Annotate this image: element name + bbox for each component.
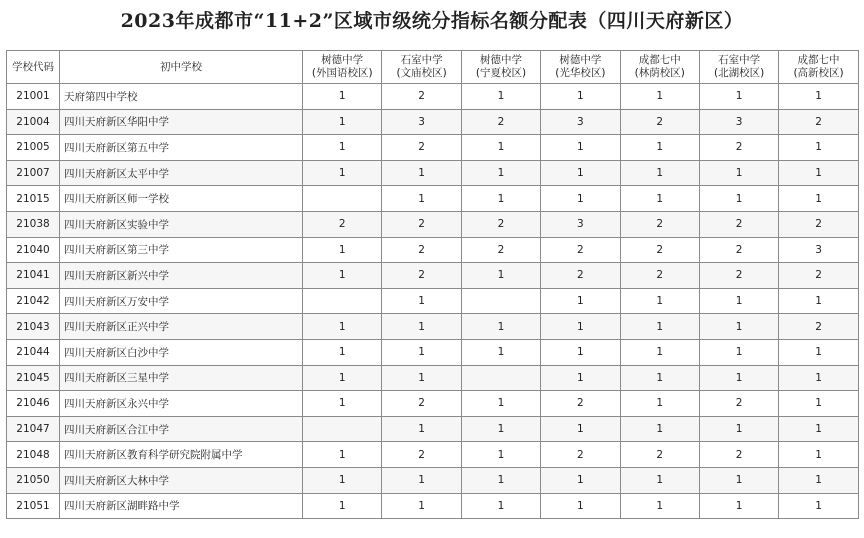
school-name-cell: 四川天府新区第五中学: [60, 135, 303, 161]
quota-cell: 1: [620, 416, 699, 442]
quota-cell: 1: [461, 339, 540, 365]
quota-cell: [461, 288, 540, 314]
quota-cell: 1: [620, 288, 699, 314]
quota-cell: 1: [382, 314, 461, 340]
quota-cell: 1: [382, 186, 461, 212]
quota-cell: 2: [699, 263, 778, 289]
quota-cell: 1: [541, 84, 620, 110]
quota-cell: 1: [699, 288, 778, 314]
quota-cell: 1: [541, 416, 620, 442]
quota-cell: 1: [303, 237, 382, 263]
quota-cell: 1: [303, 160, 382, 186]
quota-cell: 2: [699, 391, 778, 417]
quota-cell: 1: [620, 314, 699, 340]
table-row: [7, 263, 859, 289]
quota-cell: 1: [461, 442, 540, 468]
quota-cell: 1: [541, 186, 620, 212]
quota-cell: 2: [620, 442, 699, 468]
quota-cell: 1: [303, 135, 382, 161]
quota-cell: 1: [699, 186, 778, 212]
header-col-4: [541, 51, 620, 84]
quota-cell: 1: [620, 391, 699, 417]
quota-cell: 1: [541, 135, 620, 161]
quota-cell: 1: [541, 493, 620, 519]
quota-cell: 2: [699, 237, 778, 263]
table-row: [7, 84, 859, 110]
header-campus-label: (北湖校区): [714, 67, 765, 79]
quota-cell: 1: [779, 288, 858, 314]
table-row: [7, 109, 859, 135]
header-col-7: [779, 51, 858, 84]
header-col-6: [699, 51, 778, 84]
table-header: [7, 51, 859, 84]
header-school-label: 石室中学: [400, 54, 443, 66]
quota-cell: 2: [620, 211, 699, 237]
quota-cell: 1: [303, 84, 382, 110]
quota-cell: 1: [779, 84, 858, 110]
school-name-cell: 四川天府新区万安中学: [60, 288, 303, 314]
quota-cell: 1: [303, 493, 382, 519]
quota-cell: 1: [779, 391, 858, 417]
school-code-cell: 21043: [7, 314, 60, 340]
school-code-cell: 21001: [7, 84, 60, 110]
school-name-cell: 四川天府新区实验中学: [60, 211, 303, 237]
quota-cell: 1: [541, 365, 620, 391]
table-row: [7, 237, 859, 263]
table-row: [7, 467, 859, 493]
school-code-cell: 21050: [7, 467, 60, 493]
quota-cell: 1: [620, 493, 699, 519]
school-name-cell: 四川天府新区三星中学: [60, 365, 303, 391]
school-code-cell: 21004: [7, 109, 60, 135]
quota-cell: 3: [541, 211, 620, 237]
quota-cell: [303, 186, 382, 212]
header-row: [7, 51, 859, 84]
quota-cell: 1: [382, 493, 461, 519]
school-name-cell: 四川天府新区太平中学: [60, 160, 303, 186]
table-row: [7, 211, 859, 237]
quota-cell: 2: [303, 211, 382, 237]
quota-cell: 1: [541, 467, 620, 493]
quota-cell: 1: [382, 339, 461, 365]
header-campus-label: (高新校区): [793, 67, 844, 79]
header-col-2: [382, 51, 461, 84]
quota-cell: 2: [382, 135, 461, 161]
school-name-cell: 四川天府新区师一学校: [60, 186, 303, 212]
quota-cell: 1: [699, 339, 778, 365]
allocation-table: [6, 50, 859, 519]
quota-cell: 1: [303, 442, 382, 468]
quota-cell: 1: [779, 416, 858, 442]
table-row: [7, 493, 859, 519]
quota-cell: 1: [620, 339, 699, 365]
quota-cell: [461, 365, 540, 391]
table-row: [7, 365, 859, 391]
header-school-label: 树德中学: [479, 54, 522, 66]
quota-cell: 1: [620, 365, 699, 391]
header-col-5: [620, 51, 699, 84]
school-name-cell: 天府第四中学校: [60, 84, 303, 110]
quota-cell: 3: [541, 109, 620, 135]
quota-cell: 1: [303, 467, 382, 493]
school-code-cell: 21051: [7, 493, 60, 519]
quota-cell: 1: [541, 314, 620, 340]
quota-cell: 1: [461, 84, 540, 110]
quota-cell: 3: [382, 109, 461, 135]
quota-cell: 3: [779, 237, 858, 263]
school-code-cell: 21015: [7, 186, 60, 212]
school-name-cell: 四川天府新区白沙中学: [60, 339, 303, 365]
quota-cell: 1: [699, 314, 778, 340]
school-name-cell: 四川天府新区合江中学: [60, 416, 303, 442]
quota-cell: 1: [461, 391, 540, 417]
school-name-cell: 四川天府新区正兴中学: [60, 314, 303, 340]
quota-cell: 1: [620, 186, 699, 212]
header-campus-label: (宁夏校区): [475, 67, 527, 79]
table-row: [7, 339, 859, 365]
school-code-cell: 21042: [7, 288, 60, 314]
quota-cell: 1: [779, 467, 858, 493]
quota-cell: 1: [303, 109, 382, 135]
quota-cell: 1: [461, 263, 540, 289]
quota-cell: 1: [779, 493, 858, 519]
quota-cell: 2: [620, 109, 699, 135]
table-body: [7, 84, 859, 519]
quota-cell: 1: [461, 493, 540, 519]
table-wrapper: [6, 50, 858, 519]
quota-cell: 1: [382, 288, 461, 314]
school-code-cell: 21038: [7, 211, 60, 237]
table-row: [7, 314, 859, 340]
header-col-3: [461, 51, 540, 84]
quota-cell: 1: [461, 314, 540, 340]
school-name-cell: 四川天府新区湖畔路中学: [60, 493, 303, 519]
quota-cell: 1: [382, 160, 461, 186]
quota-cell: 2: [779, 263, 858, 289]
header-school-name: 初中学校: [60, 51, 303, 84]
quota-cell: 1: [620, 160, 699, 186]
quota-cell: 2: [779, 211, 858, 237]
quota-cell: 1: [461, 160, 540, 186]
school-code-cell: 21005: [7, 135, 60, 161]
quota-cell: 1: [461, 416, 540, 442]
quota-cell: 1: [461, 135, 540, 161]
quota-cell: 1: [461, 186, 540, 212]
header-campus-label: (林荫校区): [634, 67, 685, 79]
table-row: [7, 416, 859, 442]
quota-cell: 1: [779, 339, 858, 365]
header-school-code: 学校代码: [7, 51, 60, 84]
quota-cell: 1: [699, 467, 778, 493]
header-school-label: 石室中学: [718, 54, 761, 66]
quota-cell: 2: [699, 442, 778, 468]
table-row: [7, 135, 859, 161]
quota-cell: 1: [303, 314, 382, 340]
table-row: [7, 160, 859, 186]
quota-cell: 1: [303, 391, 382, 417]
quota-cell: 2: [382, 442, 461, 468]
quota-cell: 2: [461, 109, 540, 135]
quota-cell: 1: [779, 365, 858, 391]
quota-cell: 2: [382, 263, 461, 289]
header-school-label: 成都七中: [797, 54, 840, 66]
school-code-cell: 21045: [7, 365, 60, 391]
quota-cell: 2: [541, 391, 620, 417]
quota-cell: 2: [779, 109, 858, 135]
quota-cell: [303, 416, 382, 442]
school-name-cell: 四川天府新区教育科学研究院附属中学: [60, 442, 303, 468]
quota-cell: 2: [461, 237, 540, 263]
quota-cell: 1: [779, 186, 858, 212]
quota-cell: 1: [303, 263, 382, 289]
quota-cell: 1: [461, 467, 540, 493]
quota-cell: 1: [620, 135, 699, 161]
page-title: 2023年成都市“11+2”区域市级统分指标名额分配表（四川天府新区）: [120, 10, 744, 32]
quota-cell: 1: [541, 288, 620, 314]
quota-cell: 2: [382, 211, 461, 237]
header-campus-label: (光华校区): [555, 67, 606, 79]
header-campus-label: (文庙校区): [396, 67, 447, 79]
school-name-cell: 四川天府新区华阳中学: [60, 109, 303, 135]
quota-cell: 2: [541, 237, 620, 263]
school-code-cell: 21048: [7, 442, 60, 468]
quota-cell: 2: [699, 211, 778, 237]
school-code-cell: 21007: [7, 160, 60, 186]
quota-cell: 1: [382, 467, 461, 493]
quota-cell: 2: [461, 211, 540, 237]
header-school-label: 树德中学: [321, 54, 364, 66]
table-row: [7, 186, 859, 212]
school-code-cell: 21047: [7, 416, 60, 442]
quota-cell: 1: [620, 467, 699, 493]
school-code-cell: 21041: [7, 263, 60, 289]
quota-cell: 1: [779, 442, 858, 468]
quota-cell: 2: [541, 263, 620, 289]
quota-cell: 1: [699, 365, 778, 391]
school-code-cell: 21040: [7, 237, 60, 263]
quota-cell: 3: [699, 109, 778, 135]
quota-cell: 1: [382, 416, 461, 442]
header-campus-label: (外国语校区): [311, 67, 373, 79]
quota-cell: 2: [382, 391, 461, 417]
table-row: [7, 391, 859, 417]
quota-cell: 2: [779, 314, 858, 340]
school-name-cell: 四川天府新区永兴中学: [60, 391, 303, 417]
quota-cell: 2: [541, 442, 620, 468]
quota-cell: [303, 288, 382, 314]
header-col-1: [303, 51, 382, 84]
quota-cell: 1: [541, 339, 620, 365]
school-code-cell: 21046: [7, 391, 60, 417]
school-code-cell: 21044: [7, 339, 60, 365]
quota-cell: 1: [779, 160, 858, 186]
quota-cell: 2: [620, 237, 699, 263]
quota-cell: 2: [620, 263, 699, 289]
header-school-label: 树德中学: [559, 54, 602, 66]
school-name-cell: 四川天府新区第三中学: [60, 237, 303, 263]
quota-cell: 1: [541, 160, 620, 186]
quota-cell: 1: [699, 160, 778, 186]
table-row: [7, 442, 859, 468]
quota-cell: 2: [382, 237, 461, 263]
quota-cell: 1: [382, 365, 461, 391]
quota-cell: 1: [303, 339, 382, 365]
quota-cell: 2: [382, 84, 461, 110]
quota-cell: 1: [699, 493, 778, 519]
quota-cell: 1: [699, 84, 778, 110]
quota-cell: 1: [779, 135, 858, 161]
table-row: [7, 288, 859, 314]
quota-cell: 2: [699, 135, 778, 161]
quota-cell: 1: [620, 84, 699, 110]
school-name-cell: 四川天府新区新兴中学: [60, 263, 303, 289]
quota-cell: 1: [303, 365, 382, 391]
header-school-label: 成都七中: [638, 54, 681, 66]
quota-cell: 1: [699, 416, 778, 442]
school-name-cell: 四川天府新区大林中学: [60, 467, 303, 493]
